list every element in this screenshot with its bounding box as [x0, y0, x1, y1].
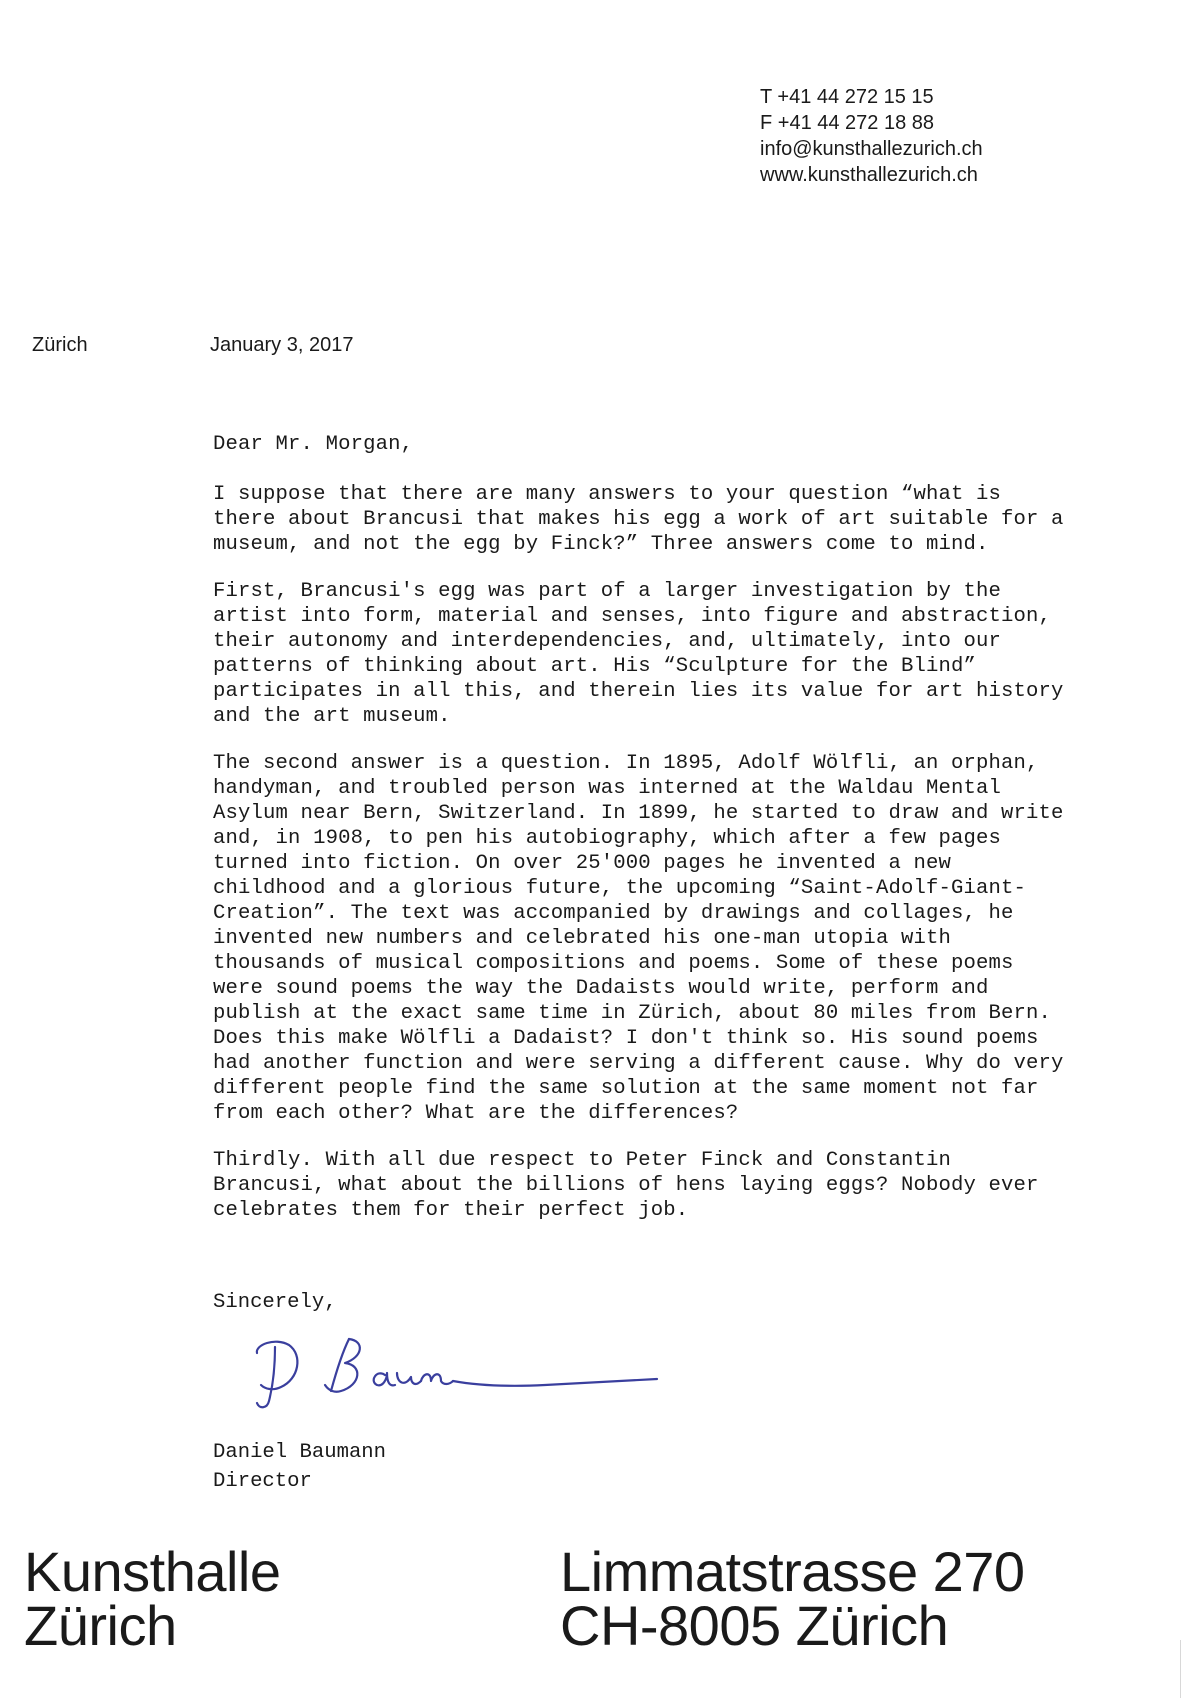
paragraph-3: [213, 751, 1173, 1126]
salutation: Dear Mr. Morgan,: [213, 433, 414, 456]
body-line: publish at the exact same time in Zürich, about 80 miles from Bern.: [213, 1002, 1052, 1025]
letter-date: January 3, 2017: [210, 334, 354, 356]
phone-number: T +41 44 272 15 15: [760, 86, 934, 108]
body-line: childhood and a glorious future, the upcoming “Saint-Adolf-Giant-: [213, 877, 1027, 900]
body-line: invented new numbers and celebrated his one-man utopia with: [213, 927, 951, 950]
signer-block: [213, 1438, 386, 1496]
body-line: participates in all this, and therein lies its value for art history: [213, 680, 1064, 703]
body-line: turned into fiction. On over 25'000 pages he invented a new: [213, 852, 951, 875]
page-edge-divider: [1180, 1640, 1181, 1698]
body-line: Brancusi, what about the billions of hens laying eggs? Nobody ever: [213, 1174, 1039, 1197]
body-line: Does this make Wölfli a Dadaist? I don't think so. His sound poems: [213, 1027, 1039, 1050]
body-line: Asylum near Bern, Switzerland. In 1899, he started to draw and write: [213, 802, 1064, 825]
body-line: thousands of musical compositions and poems. Some of these poems: [213, 952, 1014, 975]
paragraph-2: [213, 579, 1173, 729]
body-line: and the art museum.: [213, 705, 451, 728]
email-address: info@kunsthallezurich.ch: [760, 138, 983, 160]
org-name: [24, 1540, 281, 1657]
org-name-line-2: Zürich: [24, 1594, 177, 1657]
signature-strokes: [257, 1339, 657, 1407]
signer-title: Director: [213, 1470, 312, 1493]
website-url: www.kunsthallezurich.ch: [760, 164, 978, 186]
address-line-1: Limmatstrasse 270: [560, 1540, 1025, 1603]
body-line: had another function and were serving a different cause. Why do very: [213, 1052, 1064, 1075]
body-line: museum, and not the egg by Finck?” Three answers come to mind.: [213, 533, 989, 556]
body-line: Creation”. The text was accompanied by drawings and collages, he: [213, 902, 1014, 925]
body-line: artist into form, material and senses, into figure and abstraction,: [213, 605, 1052, 628]
body-line: I suppose that there are many answers to your question “what is: [213, 483, 1002, 506]
paragraph-1: [213, 482, 1173, 557]
body-line: were sound poems the way the Dadaists would write, perform and: [213, 977, 989, 1000]
body-line: their autonomy and interdependencies, and, ultimately, into our: [213, 630, 1002, 653]
letter-body: [213, 432, 1173, 1245]
body-line: patterns of thinking about art. His “Sculpture for the Blind”: [213, 655, 977, 678]
signer-name: Daniel Baumann: [213, 1441, 387, 1464]
closing: Sincerely,: [213, 1291, 337, 1314]
body-line: Thirdly. With all due respect to Peter Finck and Constantin: [213, 1149, 951, 1172]
paragraph-4: [213, 1148, 1173, 1223]
body-line: handyman, and troubled person was interned at the Waldau Mental: [213, 777, 1002, 800]
contact-block: [760, 84, 983, 188]
body-line: from each other? What are the differences?: [213, 1102, 739, 1125]
body-line: celebrates them for their perfect job.: [213, 1199, 689, 1222]
signature-image: [245, 1325, 675, 1425]
org-address: [560, 1540, 1025, 1657]
body-line: and, in 1908, to pen his autobiography, which after a few pages: [213, 827, 1002, 850]
body-line: there about Brancusi that makes his egg a work of art suitable for a: [213, 508, 1064, 531]
letter-place: Zürich: [32, 334, 88, 356]
address-line-2: CH-8005 Zürich: [560, 1594, 949, 1657]
body-line: The second answer is a question. In 1895, Adolf Wölfli, an orphan,: [213, 752, 1039, 775]
body-line: different people find the same solution at the same moment not far: [213, 1077, 1039, 1100]
fax-number: F +41 44 272 18 88: [760, 112, 935, 134]
body-line: First, Brancusi's egg was part of a larger investigation by the: [213, 580, 1002, 603]
org-name-line-1: Kunsthalle: [24, 1540, 281, 1603]
